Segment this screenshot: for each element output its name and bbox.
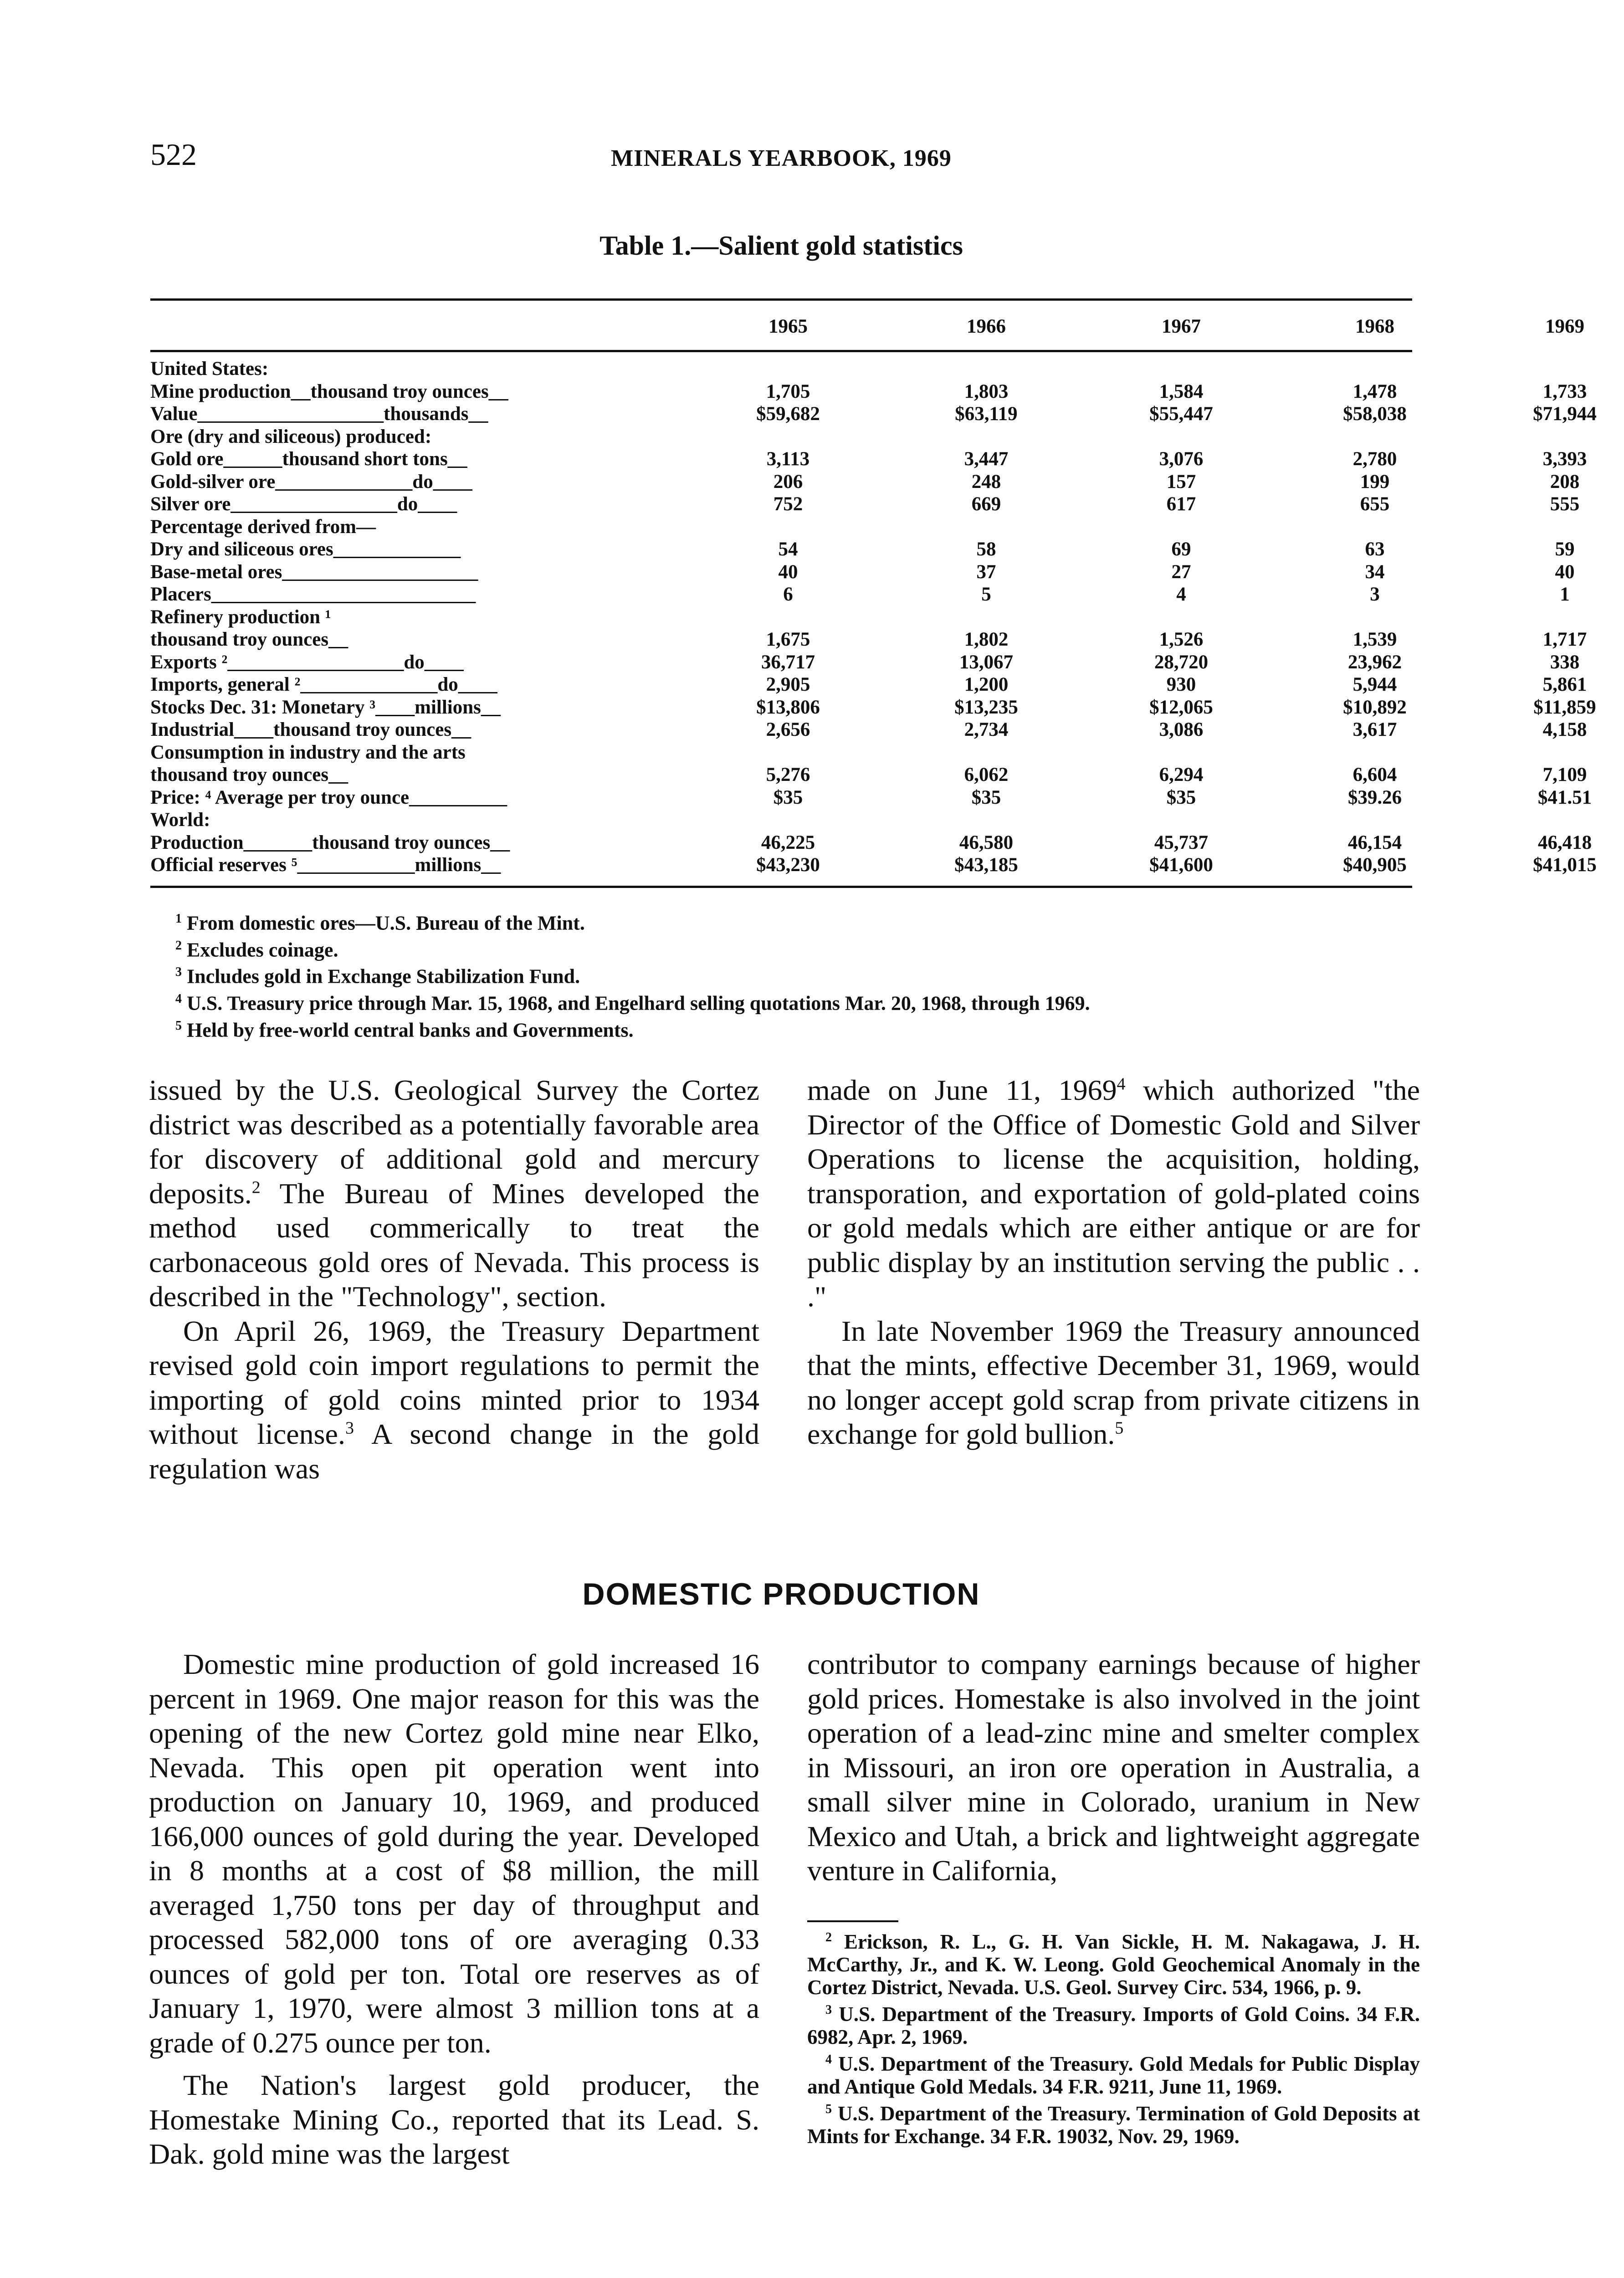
table-cell: 1,803 (964, 380, 1009, 402)
table-cell: $13,806 (756, 696, 820, 718)
table-row (150, 786, 1592, 809)
table-cell: 5,276 (766, 764, 810, 785)
table-cell: 206 (773, 471, 803, 493)
body-column-right-bottom (807, 1647, 1420, 1888)
running-header (150, 137, 1412, 178)
table-cell: 54 (778, 539, 798, 560)
table-row (150, 741, 1412, 764)
table-cell: 1,675 (766, 629, 810, 650)
table-row (150, 854, 1597, 877)
table-cell: $58,038 (1343, 403, 1407, 425)
row-label: Dry and siliceous ores_____________ (150, 539, 461, 560)
paragraph: On April 26, 1969, the Treasury Department revised gold coin import regulations to permit the importing of gold coins minted prior to 1934 without license.$^3$ A second change in the gold regulation was (149, 1314, 760, 1485)
row-label: Price: ⁴ Average per troy ounce__________ (150, 786, 507, 808)
table-cell: 338 (1550, 651, 1580, 673)
table-row (150, 538, 1575, 561)
year-header: 1965 (768, 316, 808, 337)
row-label: Gold ore______thousand short tons__ (150, 448, 467, 470)
table-row (150, 403, 1597, 426)
row-label: World: (150, 809, 210, 831)
table-cell: 3,113 (766, 448, 810, 470)
table-cell: 1,733 (1542, 380, 1587, 402)
table-cell: 3,076 (1159, 448, 1204, 470)
table-cell: 46,154 (1347, 831, 1402, 853)
table-row (150, 380, 1587, 403)
table-row (150, 471, 1580, 493)
table-cell: 1 (1560, 584, 1570, 605)
table-cell: 655 (1360, 493, 1390, 515)
row-label: Official reserves ⁵____________millions__ (150, 854, 501, 876)
table-cell: 3,447 (964, 448, 1009, 470)
table-cell: 69 (1171, 539, 1191, 560)
footnote-rule (807, 1920, 898, 1922)
table-row (150, 493, 1580, 516)
table-cell: 5,944 (1352, 674, 1397, 695)
table-cell: $63,119 (955, 403, 1018, 425)
row-label: thousand troy ounces__ (150, 629, 348, 650)
table-cell: $10,892 (1343, 696, 1407, 718)
table-title: Table 1.—Salient gold statistics (599, 231, 963, 261)
salient-gold-statistics-table (150, 298, 1597, 888)
row-label: Value___________________thousands__ (150, 403, 488, 425)
table-cell: 6,062 (964, 764, 1009, 785)
year-header: 1969 (1545, 316, 1584, 337)
table-row (150, 583, 1570, 606)
table-cell: 1,584 (1159, 380, 1204, 402)
table-cell: $43,230 (756, 854, 820, 876)
row-label: Silver ore_________________do____ (150, 493, 457, 515)
table-cell: 3,086 (1159, 719, 1204, 740)
table-cell: $35 (1166, 786, 1196, 808)
page-footnote: $^4$ U.S. Department of the Treasury. Gold Medals for Public Display and Antique Gold Medals. 34 F.R. 9211, June 11, 1969. (807, 2052, 1420, 2098)
table-bottom-rule (150, 886, 1412, 888)
table-cell: $41,015 (1533, 854, 1597, 876)
table-row (150, 673, 1587, 696)
year-header: 1968 (1355, 316, 1394, 337)
table-footnote: $^3$ Includes gold in Exchange Stabilization Fund. (175, 965, 580, 988)
table-footnotes (175, 908, 1414, 1041)
table-cell: 46,580 (959, 831, 1014, 853)
row-label: Refinery production ¹ (150, 606, 331, 628)
table-cell: 4 (1176, 584, 1186, 605)
paragraph: The Nation's largest gold producer, the Homestake Mining Co., reported that its Lead. S. Dak. gold mine was the largest (149, 2069, 759, 2170)
table-cell: $35 (971, 786, 1001, 808)
table-row (150, 358, 1412, 380)
table-row (150, 606, 1412, 629)
table-cell: 2,656 (766, 719, 810, 740)
table-cell: $13,235 (954, 696, 1018, 718)
row-label: Production_______thousand troy ounces__ (150, 831, 510, 853)
table-header (150, 298, 1584, 352)
table-cell: 36,717 (761, 651, 815, 673)
table-cell: 45,737 (1154, 831, 1209, 853)
year-header: 1967 (1162, 316, 1201, 337)
table-cell: 3 (1370, 584, 1380, 605)
table-cell: $40,905 (1343, 854, 1407, 876)
table-cell: 2,780 (1352, 448, 1397, 470)
table-cell: 555 (1550, 493, 1580, 515)
table-cell: 1,478 (1352, 380, 1397, 402)
table-cell: 4,158 (1542, 719, 1587, 740)
table-row (150, 809, 1412, 831)
table-cell: 930 (1166, 674, 1196, 695)
row-label: Placers___________________________ (150, 584, 476, 605)
table-cell: 1,802 (964, 629, 1009, 650)
table-cell: $11,859 (1533, 696, 1596, 718)
table-row (150, 718, 1587, 741)
page-footnote: $^3$ U.S. Department of the Treasury. Imports of Gold Coins. 34 F.R. 6982, Apr. 2, 1969. (807, 2003, 1420, 2048)
row-label: Consumption in industry and the arts (150, 741, 466, 763)
table-cell: 13,067 (959, 651, 1014, 673)
table-cell: 46,418 (1537, 831, 1592, 853)
table-cell: $43,185 (954, 854, 1018, 876)
table-row (150, 628, 1587, 651)
table-cell: 27 (1171, 561, 1191, 583)
table-cell: 1,539 (1352, 629, 1397, 650)
table-cell: 157 (1166, 471, 1196, 493)
table-cell: 248 (971, 471, 1001, 493)
table-cell: 2,734 (964, 719, 1009, 740)
table-cell: 3,393 (1542, 448, 1587, 470)
table-cell: 23,962 (1347, 651, 1402, 673)
table-cell: $71,944 (1533, 403, 1597, 425)
paragraph: contributor to company earnings because of higher gold prices. Homestake is also involved in the joint operation of a lead-zinc mine and smelter complex in Missouri, an iron ore operation in Australia, a small silver mine in Colorado, uranium in New Mexico and Utah, a brick and lightweight aggregate venture in California, (807, 1648, 1420, 1887)
table-cell: 63 (1365, 539, 1385, 560)
page-footnotes (807, 1926, 1420, 2148)
table-row (150, 764, 1587, 786)
journal-title: MINERALS YEARBOOK, 1969 (611, 145, 952, 171)
table-body (150, 352, 1597, 877)
table-footnote: $^5$ Held by free-world central banks and Governments. (175, 1018, 634, 1042)
row-label: Mine production__thousand troy ounces__ (150, 380, 508, 402)
table-cell: $59,682 (756, 403, 820, 425)
table-cell: 34 (1365, 561, 1385, 583)
row-label: Imports, general ²______________do____ (150, 674, 497, 695)
table-cell: 5,861 (1542, 674, 1587, 695)
table-row (150, 696, 1596, 719)
table-row (150, 516, 1412, 539)
table-cell: 7,109 (1542, 764, 1587, 785)
paragraph: made on June 11, 1969$^4$ which authorized "the Director of the Office of Domestic Gold and Silver Operations to license the acquisition, holding, transporation, and exportation of gold-plated coins or gold medals which are either antique or are for public display by an institution serving the public . . ." (807, 1074, 1420, 1313)
table-cell: 40 (1555, 561, 1575, 583)
table-cell: $35 (773, 786, 803, 808)
table-cell: 28,720 (1154, 651, 1209, 673)
body-column-left-bottom (149, 1647, 759, 2171)
table-cell: $12,065 (1149, 696, 1213, 718)
table-row (150, 448, 1587, 471)
table-cell: $39.26 (1347, 786, 1402, 808)
row-label: Base-metal ores____________________ (150, 561, 478, 583)
table-row (150, 426, 1412, 448)
table-cell: 1,526 (1159, 629, 1204, 650)
table-cell: 46,225 (761, 831, 815, 853)
table-cell: 58 (976, 539, 996, 560)
table-cell: 3,617 (1352, 719, 1397, 740)
table-footnote: $^2$ Excludes coinage. (175, 938, 338, 961)
body-column-left-top (149, 1073, 759, 1486)
table-cell: 752 (773, 493, 803, 515)
row-label: United States: (150, 358, 269, 380)
section-heading: DOMESTIC PRODUCTION (582, 1577, 980, 1611)
row-label: Percentage derived from— (150, 516, 376, 538)
page-number: 522 (150, 137, 197, 172)
paragraph: In late November 1969 the Treasury announced that the mints, effective December 31, 1969, would no longer accept gold scrap from private citizens in exchange for gold bullion.$^5$ (807, 1314, 1420, 1450)
body-column-right-top (807, 1073, 1420, 1452)
paragraph: Domestic mine production of gold increased 16 percent in 1969. One major reason for this was the opening of the new Cortez gold mine near Elko, Nevada. This open pit operation went into production on January 10, 1969, and produced 166,000 ounces of gold during the year. Developed in 8 months at a cost of $8 million, the mill averaged 1,750 tons per day of throughput and processed 582,000 tons of ore averaging 0.33 ounces of gold per ton. Total ore reserves as of January 1, 1970, were almost 3 million tons at a grade of 0.275 ounce per ton. (149, 1648, 759, 2059)
page-footnote: $^5$ U.S. Department of the Treasury. Termination of Gold Deposits at Mints for Exchange. 34 F.R. 19032, Nov. 29, 1969. (807, 2102, 1420, 2148)
table-cell: 6,294 (1159, 764, 1204, 785)
table-cell: 208 (1550, 471, 1580, 493)
row-label: Gold-silver ore______________do____ (150, 471, 472, 493)
table-cell: 5 (981, 584, 991, 605)
table-cell: 1,200 (964, 674, 1009, 695)
table-row (150, 561, 1575, 584)
table-cell: 1,717 (1542, 629, 1587, 650)
table-cell: $41,600 (1149, 854, 1213, 876)
page-footnote: $^2$ Erickson, R. L., G. H. Van Sickle, H. M. Nakagawa, J. H. McCarthy, Jr., and K. W. Leong. Gold Geochemical Anomaly in the Cortez District, Nevada. U.S. Geol. Survey Circ. 534, 1966, p. 9. (807, 1930, 1420, 1999)
table-cell: 37 (976, 561, 996, 583)
year-header: 1966 (967, 316, 1006, 337)
row-label: Ore (dry and siliceous) produced: (150, 426, 432, 447)
table-cell: 59 (1555, 539, 1575, 560)
table-cell: $41.51 (1537, 786, 1592, 808)
paragraph: issued by the U.S. Geological Survey the Cortez district was described as a potentially favorable area for discovery of additional gold and mercury deposits.$^2$ The Bureau of Mines developed the method used commerically to treat the carbonaceous gold ores of Nevada. This process is described in the "Technology", section. (149, 1074, 759, 1313)
table-footnote: $^1$ From domestic ores—U.S. Bureau of the Mint. (175, 912, 585, 934)
row-label: Exports ²__________________do____ (150, 651, 464, 673)
table-footnote: $^4$ U.S. Treasury price through Mar. 15, 1968, and Engelhard selling quotations Mar. 20, 1968, through 1969. (175, 991, 1090, 1015)
table-cell: 40 (778, 561, 798, 583)
row-label: thousand troy ounces__ (150, 764, 348, 785)
table-cell: 199 (1360, 471, 1390, 493)
row-label: Stocks Dec. 31: Monetary ³____millions__ (150, 696, 501, 718)
table-cell: $55,447 (1149, 403, 1213, 425)
table-row (150, 651, 1580, 674)
table-cell: 6,604 (1352, 764, 1397, 785)
table-row (150, 831, 1592, 854)
row-label: Industrial____thousand troy ounces__ (150, 719, 471, 740)
table-cell: 2,905 (766, 674, 810, 695)
table-cell: 669 (971, 493, 1001, 515)
table-cell: 1,705 (766, 380, 810, 402)
table-cell: 617 (1166, 493, 1196, 515)
table-cell: 6 (783, 584, 793, 605)
